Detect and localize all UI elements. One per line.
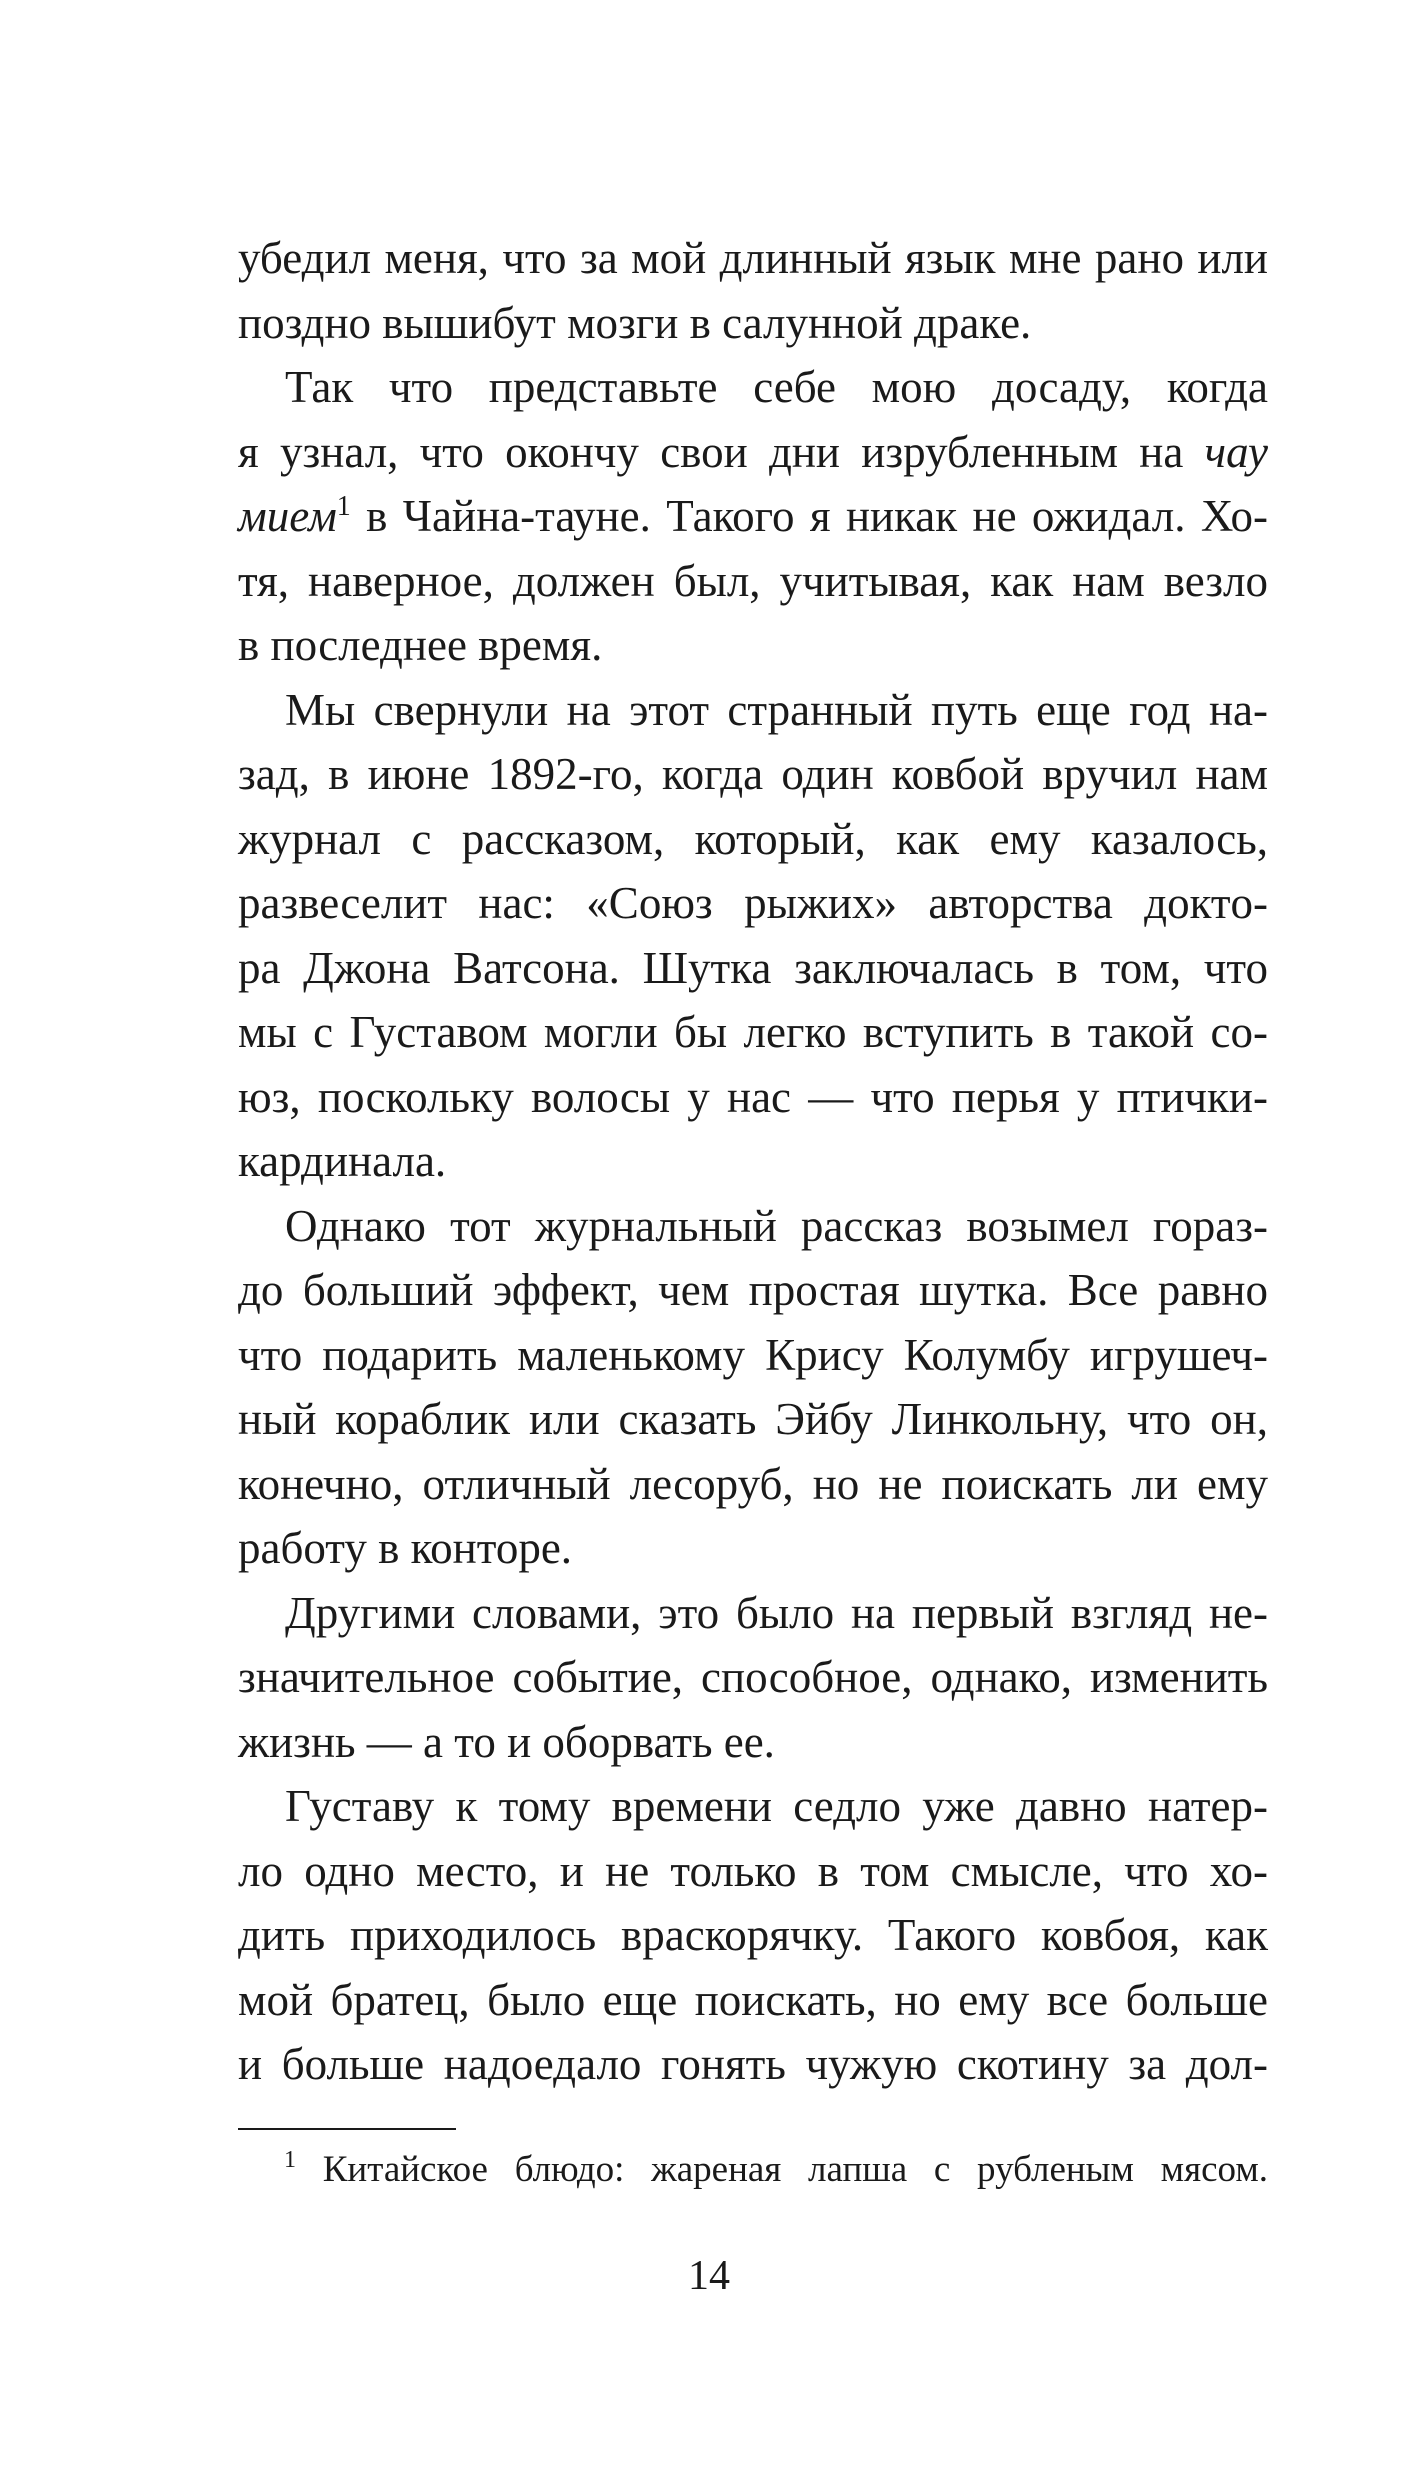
text-line: ра Джона Ватсона. Шутка заключалась в том, что: [238, 942, 1268, 993]
text-line: мой братец, было еще поискать, но ему все больше: [238, 1974, 1268, 2025]
text-line: что подарить маленькому Крису Колумбу игрушеч-: [238, 1329, 1268, 1380]
text-line: Однако тот журнальный рассказ возымел гораз-: [285, 1200, 1268, 1251]
text-line: Так что представьте себе мою досаду, когда: [285, 362, 1268, 412]
text-line: тя, наверное, должен был, учитывая, как нам везло: [238, 555, 1268, 606]
text-span: в Чайна-тауне. Такого я никак не ожидал. Хо-: [350, 491, 1268, 541]
body-text: [238, 226, 1268, 2097]
text-line: поздно вышибут мозги в салунной драке.: [238, 297, 1032, 348]
footnote: [284, 2144, 1268, 2196]
text-line: [238, 420, 1268, 485]
text-span: я узнал, что окончу свои дни изрубленным на: [238, 426, 1205, 477]
text-line: дить приходилось враскорячку. Такого ковбоя, как: [238, 1910, 1268, 1960]
footnote-text: Китайское блюдо: жареная лапша с рубленым мясом.: [296, 2149, 1268, 2190]
text-line: конечно, отличный лесоруб, но не поискать ли ему: [238, 1458, 1268, 1509]
text-line: работу в конторе.: [238, 1523, 573, 1573]
text-line: и больше надоедало гонять чужую скотину за дол-: [238, 2039, 1268, 2089]
footnote-divider: [238, 2128, 456, 2130]
text-line: мы с Густавом могли бы легко вступить в такой со-: [238, 1007, 1268, 1057]
text-line: убедил меня, что за мой длинный язык мне рано или: [238, 233, 1268, 283]
text-line: ный кораблик или сказать Эйбу Линкольну, что он,: [238, 1394, 1268, 1444]
text-line: значительное событие, способное, однако, изменить: [238, 1652, 1268, 1702]
footnote-marker: 1: [284, 2147, 296, 2173]
text-line: Другими словами, это было на первый взгляд не-: [285, 1587, 1268, 1638]
text-line: зад, в июне 1892-го, когда один ковбой вручил нам: [238, 749, 1268, 799]
text-line: жизнь — а то и оборвать ее.: [238, 1716, 775, 1767]
text-line: журнал с рассказом, который, как ему казалось,: [238, 813, 1268, 864]
footnote-ref: 1: [336, 491, 351, 522]
text-line: Мы свернули на этот странный путь еще год на-: [285, 684, 1268, 735]
text-line: развеселит нас: «Союз рыжих» авторства доктo-: [238, 878, 1268, 928]
italic-term: мием: [238, 491, 337, 541]
text-line: в последнее время.: [238, 620, 603, 670]
italic-term: чау: [1204, 426, 1268, 477]
text-line: Густаву к тому времени седло уже давно натер-: [285, 1781, 1268, 1831]
text-line: юз, поскольку волосы у нас — что перья у птички-: [238, 1071, 1268, 1122]
text-line: кардинала.: [238, 1136, 447, 1186]
text-line: до больший эффект, чем простая шутка. Все равно: [238, 1265, 1268, 1315]
page-number: 14: [688, 2253, 730, 2299]
text-line: ло одно место, и не только в том смысле, что хо-: [238, 1845, 1268, 1896]
text-line: [238, 484, 1268, 549]
